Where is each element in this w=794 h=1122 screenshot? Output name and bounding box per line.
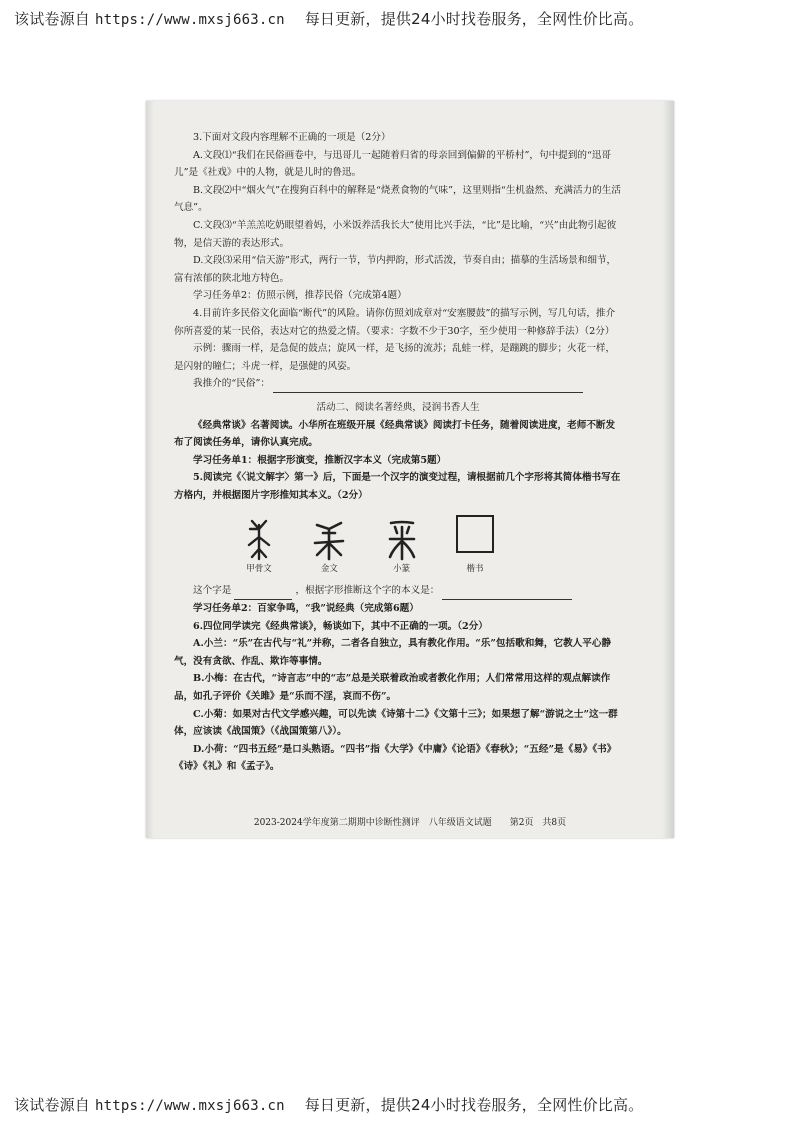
q5-stem: 5.阅读完《〈说文解字〉第一》后，下面是一个汉字的演变过程，请根据前几个字形将其简体楷书写在方格内，并根据图片字形推知其本义。（2分） <box>174 472 621 501</box>
task-sheet-1-heading: 学习任务单1：根据字形演变，推断汉字本义（完成第5题） <box>193 454 447 466</box>
banner-prefix: 该试卷源自 <box>14 10 91 28</box>
small-seal-icon <box>385 519 419 561</box>
q4-example: 示例：骤雨一样，是急促的鼓点；旋风一样，是飞扬的流苏；乱蛙一样，是蹦跳的脚步；火花一样，是闪射的瞳仁；斗虎一样，是强健的风姿。 <box>174 343 616 372</box>
oracle-bone-icon <box>244 519 274 561</box>
q4-stem: 4.目前许多民俗文化面临“断代”的风险。请你仿照刘成章对“安塞腰鼓”的描写示例，写几句话，推介你所喜爱的某一民俗，表达对它的热爱之情。（要求：字数不少于30字，至少使用一种修辞手法）（2分） <box>174 307 616 337</box>
q5-meaning-line[interactable] <box>442 599 572 600</box>
source-banner-top <box>14 8 784 29</box>
q5-answer-label-2: ，根据字形推断这个字的本义是： <box>295 585 440 597</box>
q4-answer-row <box>174 375 622 393</box>
q3-option-d: D.文段⑶采用“信天游”形式，两行一节，节内押韵，形式活泼，节奏自由；描摹的生活场景和细节，富有浓郁的陕北地方特色。 <box>174 255 617 284</box>
scanned-exam-page <box>146 101 674 838</box>
glyph-label-seal: 小篆 <box>393 563 411 574</box>
q3-option-c: C.文段⑶“羊羔羔吃奶眼望着妈，小米饭养活我长大”使用比兴手法，“比”是比喻，“兴”由此物引起彼物，是信天游的表达形式。 <box>174 219 617 249</box>
banner-url[interactable]: https://www.mxsj663.cn <box>94 12 285 28</box>
glyph-label-bronze: 金文 <box>320 563 338 574</box>
source-banner-bottom <box>14 1094 784 1115</box>
answer-box[interactable] <box>456 515 494 553</box>
q5-answer-label-1: 这个字是 <box>193 585 232 597</box>
task-sheet-2b-heading: 学习任务单2：百家争鸣，“我”说经典（完成第6题） <box>193 603 419 615</box>
q3-option-a: A.文段⑴“我们在民俗画卷中，与迅哥儿一起随着归省的母亲回到偏僻的平桥村”，句中提到的“迅哥儿”是《社戏》中的人物，就是儿时的鲁迅。 <box>174 149 612 179</box>
activity-2-title: 活动二、阅读名著经典，浸润书香人生 <box>316 401 480 413</box>
q5-answer-row <box>174 582 622 600</box>
q4-answer-line[interactable] <box>273 392 583 393</box>
recommend-label: 我推介的“民俗”： <box>193 378 270 390</box>
q3-stem: 3.下面对文段内容理解不正确的一项是（2分） <box>193 132 391 143</box>
q6-option-a: A.小兰：“乐”在古代与“礼”并称，二者各自独立，具有教化作用。“乐”包括歌和舞，它教人平心静气，没有贪欲、作乱、欺诈等事情。 <box>174 638 612 667</box>
bronze-glyph <box>311 519 347 579</box>
exam-content <box>174 129 622 776</box>
q6-option-b: B.小梅：在古代，“诗言志”中的“志”总是关联着政治或者教化作用；人们常常用这样的观点解读作品，如孔子评价《关雎》是“乐而不淫，哀而不伤”。 <box>174 673 611 703</box>
q6-stem: 6.四位同学读完《经典常谈》，畅谈如下，其中不正确的一项。（2分） <box>193 620 488 632</box>
small-seal-glyph <box>385 519 419 579</box>
banner-url-bottom[interactable]: https://www.mxsj663.cn <box>94 1098 285 1114</box>
q6-option-c: C.小菊：如果对古代文学感兴趣，可以先读《诗第十二》《文第十三》；如果想了解“游说之士”这一群体，应该读《战国策》（《战国策第八》）。 <box>174 708 618 738</box>
glyph-label-regular: 楷书 <box>466 563 484 574</box>
glyph-evolution <box>244 512 494 578</box>
activity-2-intro: 《经典常谈》名著阅读。小华所在班级开展《经典常谈》阅读打卡任务，随着阅读进度，老师不断发布了阅读任务单，请你认真完成。 <box>174 419 616 449</box>
glyph-label-oracle: 甲骨文 <box>246 563 272 574</box>
banner-prefix-bottom: 该试卷源自 <box>14 1096 91 1114</box>
page-footer: 2023-2024学年度第二期期中诊断性测评 八年级语文试题 第2页 共8页 <box>253 818 567 828</box>
banner-suffix-bottom: 每日更新，提供24小时找卷服务，全网性价比高。 <box>304 1096 644 1114</box>
bronze-inscription-icon <box>311 519 347 561</box>
banner-suffix: 每日更新，提供24小时找卷服务，全网性价比高。 <box>304 10 644 28</box>
q6-option-d: D.小荷：“四书五经”是口头熟语。“四书”指《大学》《中庸》《论语》《春秋》；“五经”是《易》《书》《诗》《礼》和《孟子》。 <box>174 743 617 773</box>
oracle-bone-glyph <box>244 519 274 579</box>
q3-option-b: B.文段⑵中“烟火气”在搜狗百科中的解释是“烧煮食物的气味”，这里则指“生机盎然、充满活力的生活气息”。 <box>174 184 621 214</box>
regular-script-slot <box>456 515 494 579</box>
task-sheet-2-heading: 学习任务单2：仿照示例，推荐民俗（完成第4题） <box>193 290 407 302</box>
